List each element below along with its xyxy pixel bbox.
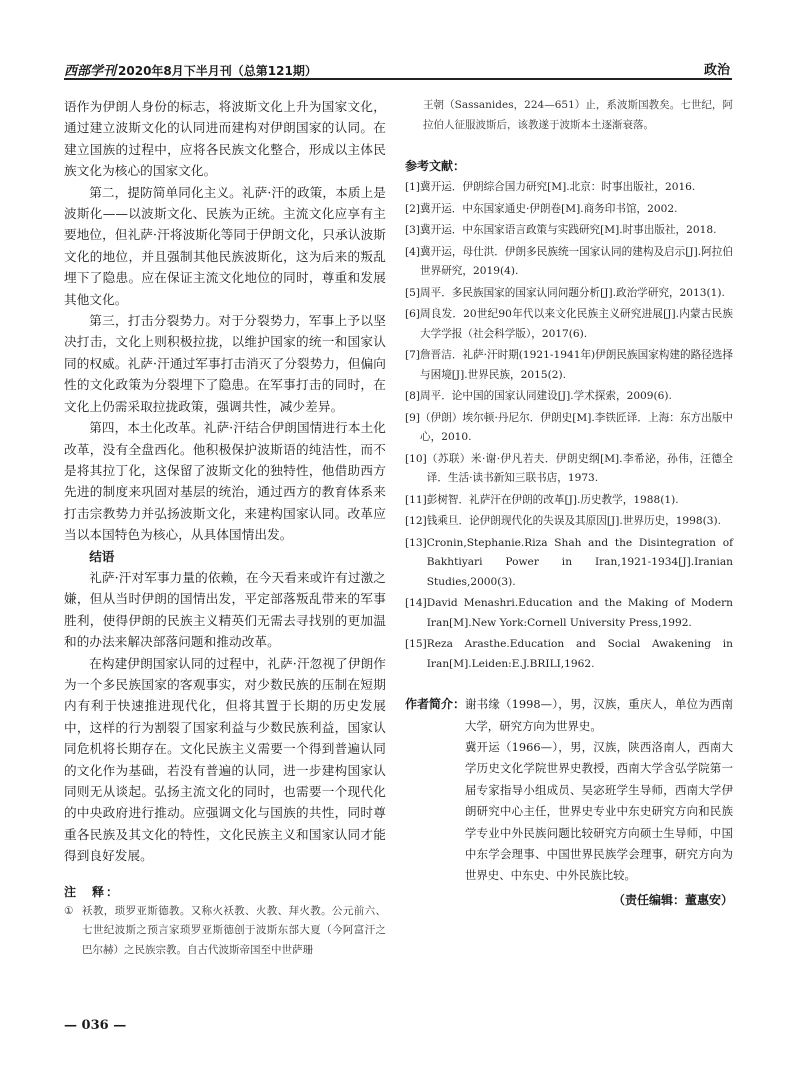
reference-text: 钱乘旦．论伊朗现代化的失误及其原因[J].世界历史，1998(3). [426, 515, 722, 528]
reference-text: （苏联）米·谢·伊凡若夫．伊朗史纲[M].李希泌，孙伟，汪德全译．生活·读书新知三联书店，1973. [426, 452, 733, 485]
reference-number: [6] [405, 308, 421, 321]
reference-number: [7] [405, 349, 421, 362]
reference-item [405, 450, 733, 489]
body-paragraph: 第三，打击分裂势力。对于分裂势力，军事上予以坚决打击，文化上则积极拉拢，以维护国家的统一和国家认同的权威。礼萨·汗通过军事打击消灭了分裂势力，但偏向性的文化政策为分裂埋下了隐患。在军事打击的同时，在文化上仍需采取拉拢政策，强调共性，减少差异。 [64, 313, 386, 414]
reference-item [405, 491, 733, 511]
reference-number: [15] [405, 638, 427, 651]
body-paragraph: 第二，提防简单同化主义。礼萨·汗的政策，本质上是波斯化——以波斯文化、民族为正统。主流文化应享有主要地位，但礼萨·汗将波斯化等同于伊朗文化，只承认波斯文化的地位，并且强制其他民族波斯化，这为后来的叛乱埋下了隐患。应在保证主流文化地位的同时，尊重和发展其他文化。 [64, 184, 386, 307]
left-column [64, 96, 386, 960]
reference-number: [4] [405, 245, 421, 258]
reference-item [405, 243, 733, 282]
reference-item [405, 512, 733, 532]
reference-list [405, 178, 733, 674]
reference-number: [14] [405, 597, 427, 610]
responsible-editor: （责任编辑：董惠安） [612, 892, 733, 907]
body-paragraph: 礼萨·汗对军事力量的依赖，在今天看来或许有过激之嫌，但从当时伊朗的国情出发，平定部落叛乱带来的军事胜利，使得伊朗的民族主义精英们无需去寻找别的更加温和的办法来解决部落问题和推动改革。 [64, 569, 386, 650]
issue-label: 2020年8月下半月刊（总第121期） [118, 64, 317, 78]
reference-item [405, 346, 733, 385]
reference-item [405, 635, 733, 674]
references-heading: 参考文献： [405, 159, 466, 174]
bio-body [465, 694, 733, 887]
author-bio [405, 694, 733, 887]
reference-text: 冀开运．中东国家语言政策与实践研究[M].时事出版社，2018. [420, 224, 717, 237]
reference-text: 冀开运．中东国家通史·伊朗卷[M].商务印书馆，2002. [420, 202, 678, 215]
reference-item [405, 594, 733, 633]
reference-item [405, 284, 733, 304]
reference-text: 周平．论中国的国家认同建设[J].学术探索，2009(6). [420, 390, 672, 403]
bio-author-2: 冀开运（1966—），男，汉族，陕西洛南人，西南大学历史文化学院世界史教授，西南大学含弘学院第一届专家指导小组成员、吴宓班学生导师，西南大学伊朗研究中心主任，世界史专业中东史研究方向和民族学专业中外民族问题比较研究方向硕士生导师，中国中东学会理事、中国世界民族学会理事，研究方向为世界史、中东史、中外民族比较。 [465, 740, 733, 883]
note-continuation: 王朝（Sassanides，224—651）止，系波斯国教矣。七世纪，阿拉伯人征服波斯后，该教遂于波斯本土逐渐衰落。 [423, 99, 733, 131]
reference-number: [3] [405, 224, 421, 237]
reference-text: 冀开运．伊朗综合国力研究[M].北京：时事出版社，2016. [420, 181, 696, 194]
note-text: 袄教，琐罗亚斯德教。又称火袄教、火教、拜火教。公元前六、七世纪波斯之预言家琐罗亚斯德创于波斯东部大夏（今阿富汗之巴尔赫）之民族宗教。自古代波斯帝国至中世萨珊 [82, 904, 386, 956]
reference-item [405, 178, 733, 198]
reference-item [405, 305, 733, 344]
conclusion-heading: 结语 [89, 548, 115, 564]
reference-item [405, 387, 733, 407]
reference-text: 彭树智．礼萨汗在伊朗的改革[J].历史教学，1988(1). [426, 493, 679, 506]
reference-item [405, 409, 733, 448]
reference-number: [1] [405, 181, 421, 194]
reference-item [405, 534, 733, 593]
note-item [64, 902, 386, 961]
bio-author-1: 谢书缘（1998—），男，汉族，重庆人，单位为西南大学，研究方向为世界史。 [465, 697, 733, 733]
page-header [64, 58, 732, 80]
reference-number: [12] [405, 515, 427, 528]
body-paragraph: 在构建伊朗国家认同的过程中，礼萨·汗忽视了伊朗作为一个多民族国家的客观事实，对少数民族的压制在短期内有利于快速推进现代化，但将其置于长期的历史发展中，这样的行为割裂了国家利益与少数民族利益，国家认同危机将长期存在。文化民族主义需要一个得到普遍认同的文化作为基础，若没有普遍的认同，进一步建构国家认同则无从谈起。弘扬主流文化的同时，也需要一个现代化的中央政府进行推动。应强调文化与国族的共性，同时尊重各民族及其文化的特性，文化民族主义和国家认同才能得到良好发展。 [64, 655, 386, 864]
right-column [405, 96, 733, 908]
body-paragraph: 语作为伊朗人身份的标志，将波斯文化上升为国家文化，通过建立波斯文化的认同进而建构对伊朗国家的认同。在建立国族的过程中，应将各民族文化整合，形成以主体民族文化为核心的国家文化。 [64, 99, 386, 179]
reference-number: [5] [405, 286, 421, 299]
reference-number: [10] [405, 452, 427, 465]
reference-text: （伊朗）埃尔顿·丹尼尔．伊朗史[M].李铁匠译．上海：东方出版中心，2010. [420, 411, 733, 444]
reference-text: 周良发．20世纪90年代以来文化民族主义研究进展[J].内蒙古民族大学学报（社会科学版），2017(6). [420, 308, 733, 340]
journal-logo: 西部学刊 [64, 64, 117, 79]
reference-number: [2] [405, 202, 421, 215]
reference-text: 詹晋洁．礼萨·汗时期(1921-1941年)伊朗民族国家构建的路径选择与困境[J].世界民族，2015(2). [420, 349, 733, 381]
bio-label: 作者简介： [405, 697, 466, 712]
journal-issue-line [64, 60, 317, 79]
reference-text: 冀开运，母仕洪．伊朗多民族统一国家认同的建构及启示[J].阿拉伯世界研究，2019(4). [420, 245, 733, 278]
reference-number: [11] [405, 493, 427, 506]
reference-number: [13] [405, 536, 427, 549]
note-number: ① [64, 904, 74, 917]
notes-heading: 注 释： [64, 884, 121, 899]
reference-number: [8] [405, 390, 421, 403]
reference-number: [9] [405, 411, 421, 424]
reference-text: 周平．多民族国家的国家认同问题分析[J].政治学研究，2013(1). [420, 286, 725, 299]
reference-item [405, 200, 733, 220]
body-paragraph: 第四，本土化改革。礼萨·汗结合伊朗国情进行本土化改革，没有全盘西化。他积极保护波斯语的纯洁性，而不是将其拉丁化，这保留了波斯文化的独特性，他借助西方先进的制度来巩固对基层的统治，通过西方的教育体系来打击宗教势力并弘扬波斯文化，来建构国家认同。改革应当以本国特色为核心，从具体国情出发。 [64, 420, 386, 543]
section-label: 政治 [703, 63, 730, 78]
page-number: — 036 — [64, 1018, 127, 1033]
reference-text: David Menashri.Education and the Making of Modern Iran[M].New York:Cornell University Press,1992. [426, 597, 733, 629]
reference-text: Reza Arasthe.Education and Social Awakening in Iran[M].Leiden:E.J.BRILI,1962. [426, 638, 733, 670]
reference-text: Cronin,Stephanie.Riza Shah and the Disintegration of Bakhtiyari Power in Iran,1921-1934[J].Iranian Studies,2000(3). [426, 536, 733, 588]
reference-item [405, 221, 733, 241]
